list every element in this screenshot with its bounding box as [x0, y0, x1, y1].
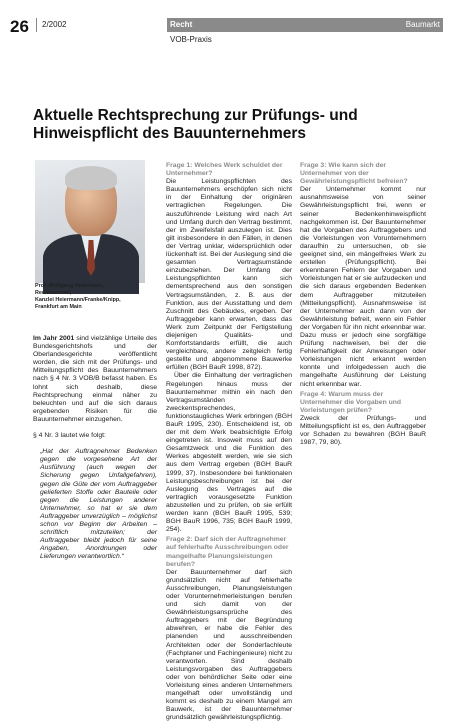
intro-text: sind vielzählige Urteile des Bundesgerichtshofs und der Oberlandesgerichte veröffentlicht worden, die sich mit der Prüfungs- und Mitteilungspflicht des Bauunternehmers nach § 4 Nr. 3 VOB/B befasst haben. Es lohnt sich deshalb, diese Rechtsprechung einmal näher zu beleuchten und auf die sich daraus ergebenden Risiken für die Bauunternehmer einzugehen. — [33, 335, 158, 423]
question-2-heading: Frage 2: Darf sich der Auftragnehmer auf fehlerhafte Ausschreibungen oder mangelhafte Planungsleistungen berufen? — [166, 536, 289, 568]
column-1 — [33, 335, 157, 561]
title-line-2: Hinweispflicht des Bauunternehmers — [33, 125, 307, 142]
question-1-paragraph: Die Leistungspflichten des Bauunternehmers erschöpfen sich nicht in der Einhaltung der originären vertraglichen Regelungen. Die auszuführende Leistung wird nach Art und Umfang durch den Vertrag bestimmt, der im Zweifelsfall auszulegen ist. Dies gilt insbesondere in den Fällen, in denen der Vertrag unklar, widersprüchlich oder lückenhaft ist. Bei der Auslegung sind die gesamten Vertragsumstände einzubeziehen. Der Umfang der Leistungspflichten kann sich dementsprechend aus den sonstigen Vertragsumständen, z. B. aus der Funktion, aus der Ausstattung und dem Zuschnitt des Gebäudes, ergeben. Der Auftraggeber kann erwarten, dass das Werk zum Zeitpunkt der Fertigstellung diejenigen Qualitäts- und Komfortstandards erfüllt, die auch vergleichbare, andere zeitgleich fertig gestellte und abgenommene Bauwerke erfüllen (BGH BauR 1998, 872). — [166, 178, 292, 372]
intro-paragraph — [33, 335, 157, 424]
question-4-heading: Frage 4: Warum muss der Unternehmer die Vorgaben und Vorleistungen prüfen? — [300, 390, 402, 414]
issue-label: 2/2002 — [42, 20, 67, 29]
subsection-label: VOB-Praxis — [170, 35, 212, 44]
question-3-heading: Frage 3: Wie kann sich der Unternehmer von der Gewährleistungspflicht befreien? — [300, 162, 408, 186]
title-line-1: Aktuelle Rechtsprechung zur Prüfungs- und — [33, 107, 358, 124]
paragraph-reference: § 4 Nr. 3 lautet wie folgt: — [33, 432, 106, 440]
caption-line: Frankfurt am Main — [35, 304, 82, 310]
intro-lead: Im Jahr 2001 — [33, 335, 75, 342]
header-divider — [36, 18, 37, 32]
page-header — [0, 18, 452, 44]
photo-caption — [35, 283, 147, 311]
category-label: Baumarkt — [405, 20, 440, 29]
caption-line: Prof. Wolfgang Heiermann, — [35, 283, 105, 289]
caption-line: Kanzlei Heiermann/Franke/Knipp, — [35, 297, 121, 303]
column-2 — [166, 160, 292, 722]
caption-line: Rechtsanwalt, — [35, 290, 72, 296]
author-portrait-photo — [35, 160, 145, 283]
law-quote: „Hat der Auftragnehmer Bedenken gegen die vorgesehene Art der Ausführung (auch wegen der Sicherung gegen Unfallgefahren), gegen die Güte der vom Auftraggeber gelieferten Stoffe oder Bauteile oder gegen die Leistungen anderer Unternehmer, so hat er sie dem Auftraggeber unverzüglich – möglichst schon vor Beginn der Arbeiten – schriftlich mitzuteilen; der Auftraggeber bleibt jedoch für seine Angaben, Anordnungen oder Lieferungen verantwortlich.“ — [40, 448, 157, 561]
question-4-paragraph: Zweck der Prüfungs- und Mitteilungspflicht ist es, den Auftraggeber vor Schaden zu bewahren (BGH BauR 1987, 79, 80). — [300, 414, 426, 447]
question-2-paragraph: Der Bauunternehmer darf sich grundsätzlich nicht auf fehlerhafte Ausschreibungen, Planungsleistungen oder Vorunternehmerleistungen berufen und sich damit von der Gewährleistungsansprüche des Auftraggebers mit der Begründung abwehren, er habe die Fehler des planenden und ausschreibenden Architekten oder der Sonderfachleute (Fachplaner und Fachingenieure) nicht zu verantworten. Sind deshalb Leistungsvorgaben des Auftraggebers oder von behördlicher Seite oder eine Vorleistung eines anderen Unternehmers mangelhaft oder unvollständig und kommt es deshalb zu einem Mangel am Bauwerk, ist der Bauunternehmer grundsätzlich gewährleistungspflichtig. — [166, 568, 292, 722]
question-1-heading: Frage 1: Welches Werk schuldet der Unternehmer? — [166, 162, 283, 178]
question-1-paragraph-2: Über die Einhaltung der vertraglichen Regelungen hinaus muss der Bauunternehmer mithin ein nach den Vertragsumständen zweckentsprechendes, funktionstaugliches Werk erbringen (BGH BauR 1995, 230). Entscheidend ist, ob der mit dem Werk beabsichtigte Erfolg eingetreten ist. Insoweit muss auf den Gesamtzweck und die Funktion des Werkes abgestellt werden, wie sie sich aus dem Vertrag ergeben (BGH BauR 1999, 37). Insbesondere bei funktionalen Leistungsbeschreibungen ist bei der Auslegung des Vertrages auf die vertraglich vorausgesetzte Funktion abzustellen und zu prüfen, ob sie erfüllt werden kann (BGH BauR 1995, 539; BGH BauR 1996, 735; BGH BauR 1999, 254). — [166, 372, 292, 534]
section-label: Recht — [170, 20, 193, 29]
page-number: 26 — [10, 17, 29, 36]
column-3 — [300, 160, 426, 447]
article-title — [33, 107, 433, 143]
question-3-paragraph: Der Unternehmer kommt nur ausnahmsweise von seiner Gewährleistungspflicht frei, wenn er seiner Bedenkenhinweispflicht nachgekommen ist. Der Bauunternehmer hat die Vorgaben des Auftraggebers und die Vorleistungen von Vorunternehmern daraufhin zu untersuchen, ob sie geeignet sind, ein mängelfreies Werk zu erstellen (Prüfungspflicht). Bei erkennbaren Fehlern der Vorgaben und Vorleistungen hat er sie aufzudecken und die sich daraus ergebenden Bedenken dem Auftraggeber mitzuteilen (Mitteilungspflicht). Ausnahmsweise ist der Unternehmer auch dann von der Gewährleistung befreit, wenn ein Fehler der Vorgaben für ihn nicht erkennbar war. Dazu muss er jedoch eine sorgfältige Prüfung nachweisen, bei der die Fehlerhaftigkeit der Anweisungen oder Vorleistungen nicht erkannt werden konnte und infolgedessen auch die mangelhafte Ausführung der Leistung nicht erkennbar war. — [300, 186, 426, 388]
section-bar — [167, 18, 443, 32]
